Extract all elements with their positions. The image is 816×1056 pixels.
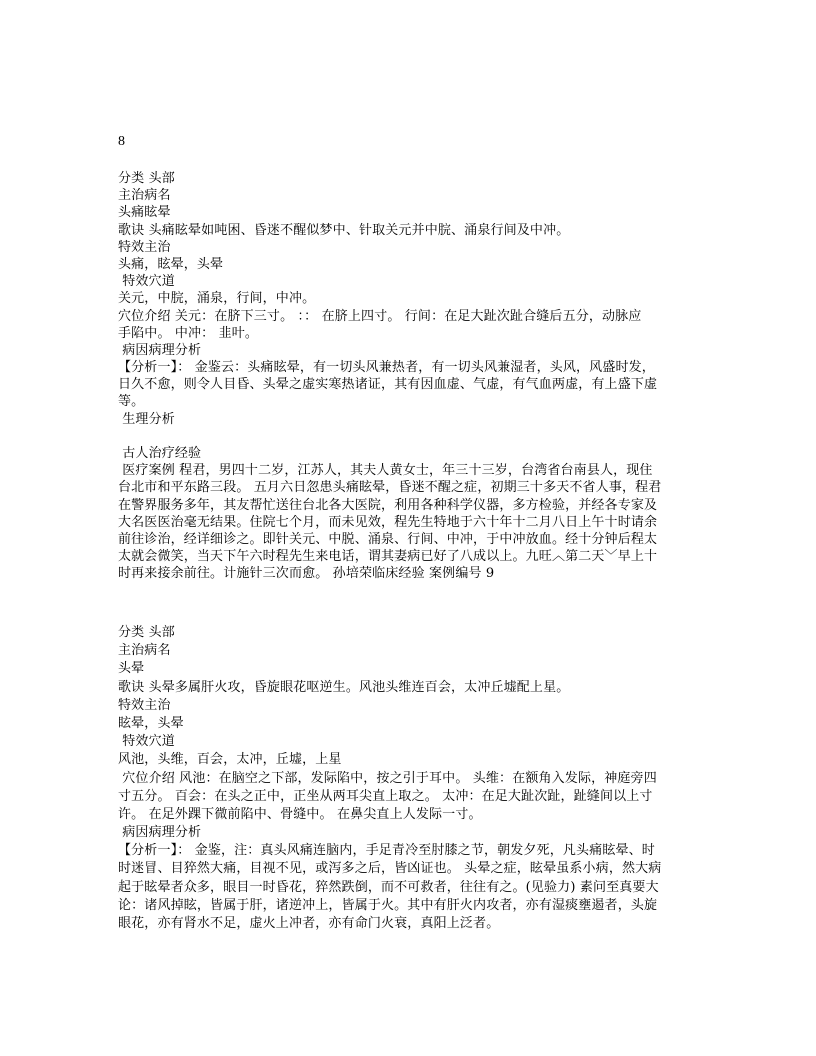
text-line: 歌诀 头痛眩晕如吨困、昏迷不醒似梦中、针取关元并中脘、涌泉行间及中冲。 — [118, 222, 570, 238]
text-line: 起于眩晕者众多，眼目一时昏花，猝然跌倒，而不可救者，往往有之。(见验力) 素问至真要大 — [118, 879, 659, 895]
text-line: 【分析一】： 金鉴云：头痛眩晕，有一切头风兼热者，有一切头风兼湿者，头风，风盛时发， — [118, 360, 655, 376]
text-line: 风池，头维，百会，太冲，丘墟，上星 — [118, 752, 342, 768]
text-line: 眼花，亦有肾水不足，虚火上冲者，亦有命门火衰，真阳上泛者。 — [118, 916, 500, 931]
text-line: 医疗案例 程君，男四十二岁，江苏人，其夫人黄女士，年三十三岁，台湾省台南县人，现住 — [118, 463, 653, 479]
entry-dizziness — [118, 624, 718, 933]
text-line: 头痛，眩晕，头晕 — [118, 256, 224, 272]
text-line: 古人治疗经验 — [118, 446, 202, 461]
text-line: 大名医医治毫无结果。住院七个月，而未见效，程先生特地于六十年十二月八日上午十时请余 — [118, 514, 658, 530]
text-line: 特效主治 — [118, 239, 171, 255]
text-line: 手陷中。 中冲： 韭叶。 — [118, 325, 259, 341]
text-line: 论：诸风掉眩，皆属于肝，诸逆冲上，皆属于火。其中有肝火内攻者，亦有湿痰壅遏者，头旋 — [118, 897, 658, 913]
text-line: 特效穴道 — [118, 734, 175, 750]
text-line: 等。 — [118, 394, 145, 410]
text-line: 主治病名 — [118, 643, 171, 659]
text-line: 【分析一】： 金鉴，注：真头风痛连脑内，手足青冷至肘膝之节，朝发夕死，凡头痛眩晕、时 — [118, 843, 655, 859]
text-line: 在警界服务多年，其友帮忙送往台北各大医院，利用各种科学仪器，多方检验，并经各专家及 — [118, 497, 658, 513]
text-line: 关元，中脘，涌泉，行间，中冲。 — [118, 291, 316, 307]
text-line: 病因病理分析 — [118, 342, 202, 358]
text-line: 歌诀 头晕多属肝火攻，昏旋眼花呕逆生。风池头维连百会，太冲丘墟配上星。 — [118, 679, 570, 695]
text-line: 分类 头部 — [118, 171, 175, 186]
text-line: 时迷冒、目猝然大痛，目视不见，或泻多之后，皆凶证也。 头晕之症，眩晕虽系小病，然大病 — [118, 861, 662, 877]
text-line — [118, 428, 718, 445]
text-line: 穴位介绍 风池：在脑空之下部，发际陷中，按之引于耳中。 头维：在额角入发际，神庭旁四 — [118, 770, 657, 786]
text-line: 眩晕，头晕 — [118, 715, 184, 731]
text-line: 特效穴道 — [118, 274, 175, 290]
text-line: 寸五分。 百会：在头之正中，正坐从两耳尖直上取之。 太冲：在足大趾次趾，趾缝间以上寸 — [118, 788, 653, 804]
text-line: 穴位介绍 关元：在脐下三寸。 ：： 在脐上四寸。 行间：在足大趾次趾合缝后五分，动脉应 — [118, 308, 642, 324]
text-line: 日久不愈，则令人目昏、头晕之虚实寒热诸证，其有因血虚、气虚，有气血两虚，有上盛下虚 — [118, 377, 658, 393]
text-line: 特效主治 — [118, 697, 171, 713]
text-line: 分类 头部 — [118, 625, 175, 640]
text-line: 许。 在足外踝下微前陷中、骨缝中。 在鼻尖直上人发际一寸。 — [118, 806, 482, 822]
text-line: 主治病名 — [118, 188, 171, 204]
text-line: 时再来接余前往。计施针三次而愈。 孙培荣临床经验 案例编号 9 — [118, 566, 495, 582]
text-line: 前往诊治，经详细诊之。即针关元、中脱、涌泉、行间、中冲，于中冲放血。经十分钟后程太 — [118, 531, 658, 547]
text-line: 病因病理分析 — [118, 825, 202, 841]
text-line: 生理分析 — [118, 411, 175, 427]
text-line: 太就会微笑，当天下午六时程先生来电话，谓其妻病已好了八成以上。九旺︿第二天﹀早上十 — [118, 549, 658, 565]
page-number: 8 — [118, 134, 125, 149]
text-line: 头晕 — [118, 661, 145, 677]
text-line: 头痛眩晕 — [118, 205, 171, 221]
text-line: 台北市和平东路三段。 五月六日忽患头痛眩晕，昏迷不醒之症，初期三十多天不省人事，程君 — [118, 480, 662, 496]
entry-headache-dizziness — [118, 170, 718, 583]
